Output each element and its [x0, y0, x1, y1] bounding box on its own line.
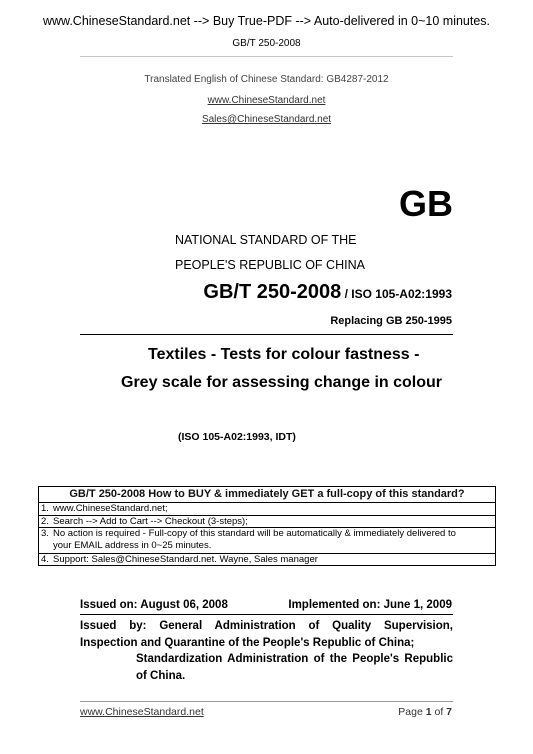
- national-standard-line1: NATIONAL STANDARD OF THE: [175, 233, 357, 247]
- footer-divider: [80, 701, 453, 702]
- standardization-administration: Standardization Administration of the People's Republic of China.: [136, 653, 453, 682]
- standard-number-line: [203, 281, 452, 304]
- buy-instructions-box: [38, 486, 496, 566]
- page-of: of: [431, 706, 447, 718]
- replacing-standard: Replacing GB 250-1995: [330, 315, 452, 327]
- buy-step-text: Search --> Add to Cart --> Checkout (3-steps);: [53, 516, 248, 527]
- gb-logo: GB: [399, 183, 453, 224]
- header-banner: www.ChineseStandard.net --> Buy True-PDF --> Auto-delivered in 0~10 minutes.: [42, 14, 491, 28]
- page-current: 1: [425, 706, 432, 718]
- buy-step-3-continued: [41, 540, 211, 551]
- translation-note: Translated English of Chinese Standard: GB4287-2012: [144, 74, 389, 85]
- buy-step-3: [41, 528, 456, 539]
- buy-step-4: [41, 554, 318, 565]
- issued-date: Issued on: August 06, 2008: [80, 599, 228, 611]
- list-number: 1.: [41, 503, 49, 514]
- adoption-note: (ISO 105-A02:1993, IDT): [178, 431, 296, 443]
- page-total: 7: [446, 706, 452, 718]
- footer-website-link[interactable]: www.ChineseStandard.net: [80, 706, 204, 718]
- list-number: 4.: [41, 554, 49, 565]
- page-label: Page: [398, 706, 426, 718]
- page-indicator: [398, 706, 452, 718]
- title-line2: Grey scale for assessing change in colour: [121, 374, 443, 391]
- translation-email-link[interactable]: Sales@ChineseStandard.net: [201, 114, 332, 125]
- standard-number: GB/T 250-2008: [203, 281, 342, 303]
- national-standard-line2: PEOPLE'S REPUBLIC OF CHINA: [175, 258, 365, 272]
- list-number: 3.: [41, 528, 49, 539]
- header-standard-code: GB/T 250-2008: [232, 38, 301, 49]
- buy-step-text[interactable]: www.ChineseStandard.net;: [53, 503, 168, 514]
- issuing-authority: Issued by: General Administration of Quality Supervision, Inspection and Quarantine of the People's Republic of China;: [80, 620, 453, 649]
- implemented-date: Implemented on: June 1, 2009: [288, 599, 452, 611]
- iso-equivalent: / ISO 105-A02:1993: [341, 287, 452, 301]
- cover-divider: [80, 334, 453, 335]
- header-divider: [80, 56, 453, 57]
- buy-step-text: No action is required - Full-copy of this standard will be automatically & immediately delivered to: [53, 528, 456, 539]
- buy-box-heading: GB/T 250-2008 How to BUY & immediately GET a full-copy of this standard?: [69, 488, 465, 500]
- buy-step-1: [41, 503, 168, 514]
- translation-website-link[interactable]: www.ChineseStandard.net: [207, 95, 326, 106]
- buy-step-text[interactable]: Support: Sales@ChineseStandard.net. Wayne, Sales manager: [53, 554, 318, 565]
- buy-step-text: your EMAIL address in 0~25 minutes.: [53, 540, 212, 551]
- buy-step-2: [41, 516, 248, 527]
- list-number: 2.: [41, 516, 49, 527]
- title-line1: Textiles - Tests for colour fastness -: [148, 346, 420, 363]
- dates-divider: [80, 614, 453, 615]
